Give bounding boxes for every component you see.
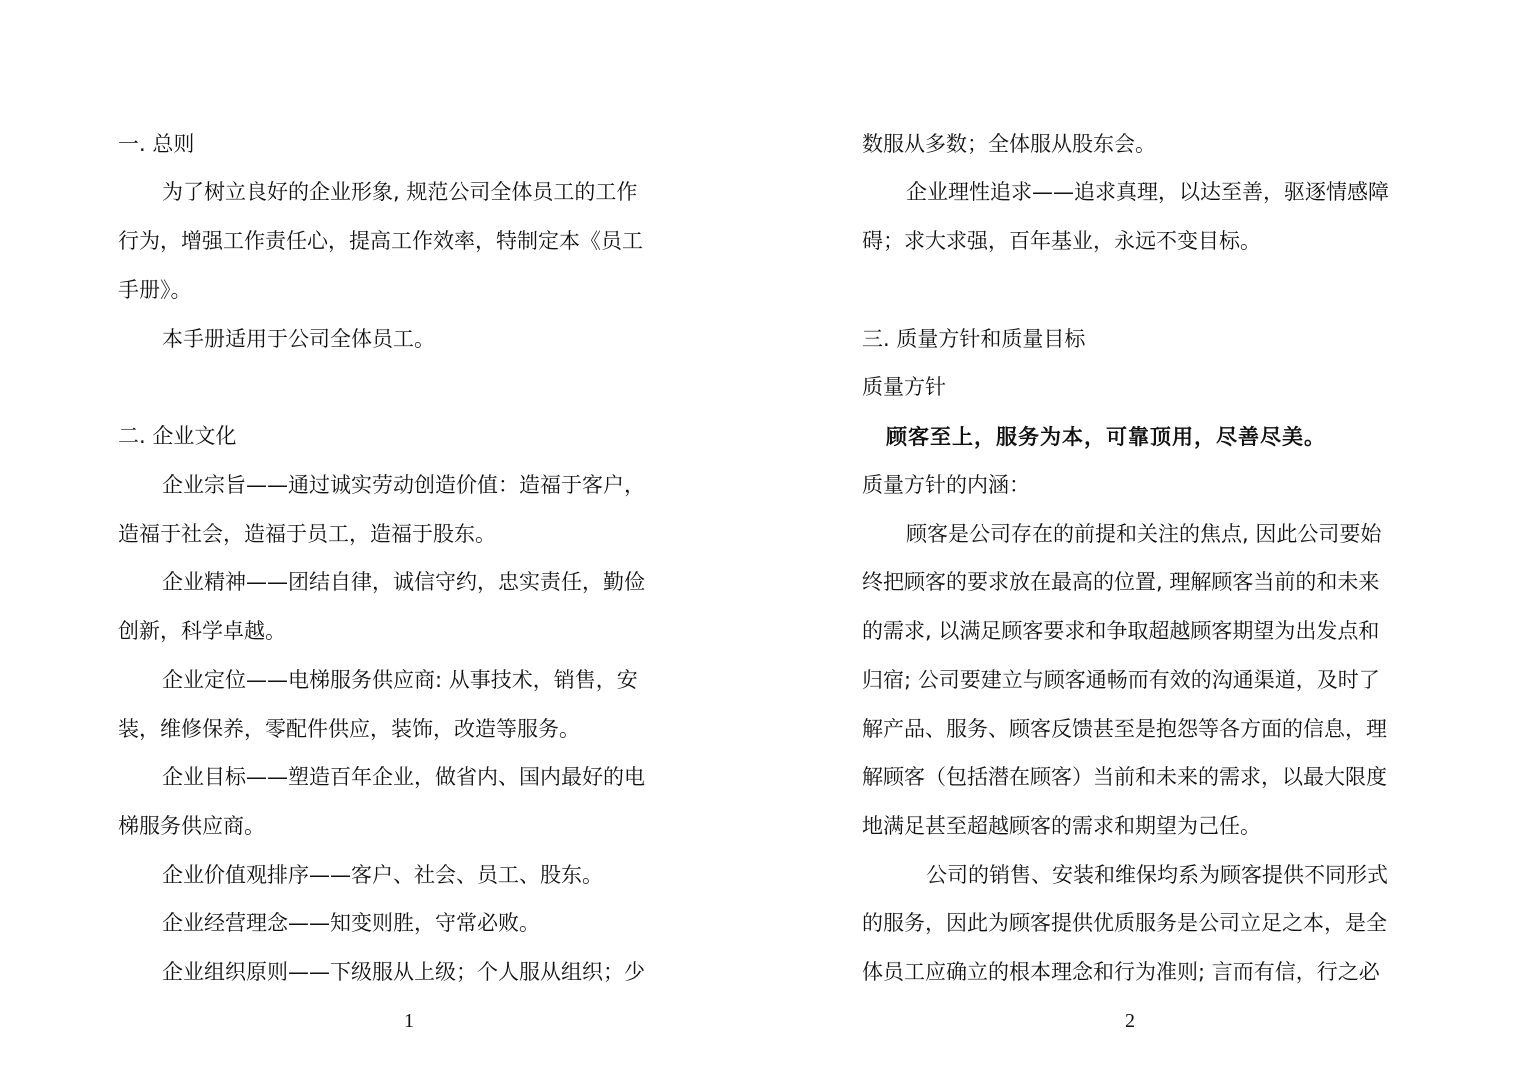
paragraph-line: 质量方针的内涵： xyxy=(862,473,1030,497)
paragraph-line: 公司的销售、安装和维保均系为顾客提供不同形式 xyxy=(926,863,1388,887)
paragraph-line: 解产品、服务、顾客反馈甚至是抱怨等各方面的信息，理 xyxy=(862,717,1387,741)
section-heading-general: 一. 总则 xyxy=(118,132,195,156)
paragraph-line: 企业目标——塑造百年企业，做省内、国内最好的电 xyxy=(162,765,645,789)
paragraph-line: 企业组织原则——下级服从上级；个人服从组织；少 xyxy=(162,960,645,984)
paragraph-line: 的需求, 以满足顾客要求和争取超越顾客期望为出发点和 xyxy=(862,619,1380,643)
paragraph-line: 本手册适用于公司全体员工。 xyxy=(162,327,435,351)
paragraph-line: 的服务，因此为顾客提供优质服务是公司立足之本，是全 xyxy=(862,911,1387,935)
paragraph-line: 解顾客（包括潜在顾客）当前和未来的需求，以最大限度 xyxy=(862,765,1387,789)
paragraph-line: 为了树立良好的企业形象, 规范公司全体员工的工作 xyxy=(162,180,638,204)
paragraph-line: 创新，科学卓越。 xyxy=(118,619,286,643)
paragraph-line: 手册》。 xyxy=(118,278,192,302)
paragraph-line: 地满足甚至超越顾客的需求和期望为己任。 xyxy=(862,814,1261,838)
page-number: 1 xyxy=(404,1010,414,1032)
paragraph-line: 碍；求大求强，百年基业，永远不变目标。 xyxy=(862,229,1261,253)
paragraph-line: 数服从多数；全体服从股东会。 xyxy=(862,132,1156,156)
paragraph-line: 体员工应确立的根本理念和行为准则; 言而有信，行之必 xyxy=(862,960,1380,984)
paragraph-line: 造福于社会，造福于员工，造福于股东。 xyxy=(118,522,496,546)
page-number: 2 xyxy=(1125,1010,1135,1032)
quality-policy-statement: 顾客至上，服务为本，可靠顶用，尽善尽美。 xyxy=(886,424,1326,449)
paragraph-line: 顾客是公司存在的前提和关注的焦点, 因此公司要始 xyxy=(906,522,1382,546)
paragraph-line: 企业价值观排序——客户、社会、员工、股东。 xyxy=(162,863,603,887)
paragraph-line: 装，维修保养，零配件供应，装饰，改造等服务。 xyxy=(118,717,580,741)
paragraph-line: 企业宗旨——通过诚实劳动创造价值：造福于客户， xyxy=(162,473,645,497)
paragraph-line: 梯服务供应商。 xyxy=(118,814,265,838)
paragraph-line: 归宿; 公司要建立与顾客通畅而有效的沟通渠道，及时了 xyxy=(862,668,1380,692)
section-heading-culture: 二. 企业文化 xyxy=(118,424,237,448)
section-heading-quality: 三. 质量方针和质量目标 xyxy=(862,327,1086,351)
subheading-quality-policy: 质量方针 xyxy=(862,375,946,399)
paragraph-line: 终把顾客的要求放在最高的位置, 理解顾客当前的和未来 xyxy=(862,570,1380,594)
paragraph-line: 企业定位——电梯服务供应商: 从事技术，销售，安 xyxy=(162,668,638,692)
paragraph-line: 企业精神——团结自律，诚信守约，忠实责任，勤俭 xyxy=(162,570,645,594)
paragraph-line: 企业经营理念——知变则胜，守常必败。 xyxy=(162,911,540,935)
paragraph-line: 企业理性追求——追求真理，以达至善，驱逐情感障 xyxy=(906,180,1389,204)
right-page xyxy=(862,0,1402,1075)
left-page xyxy=(118,0,658,1075)
paragraph-line: 行为，增强工作责任心，提高工作效率，特制定本《员工 xyxy=(118,229,643,253)
